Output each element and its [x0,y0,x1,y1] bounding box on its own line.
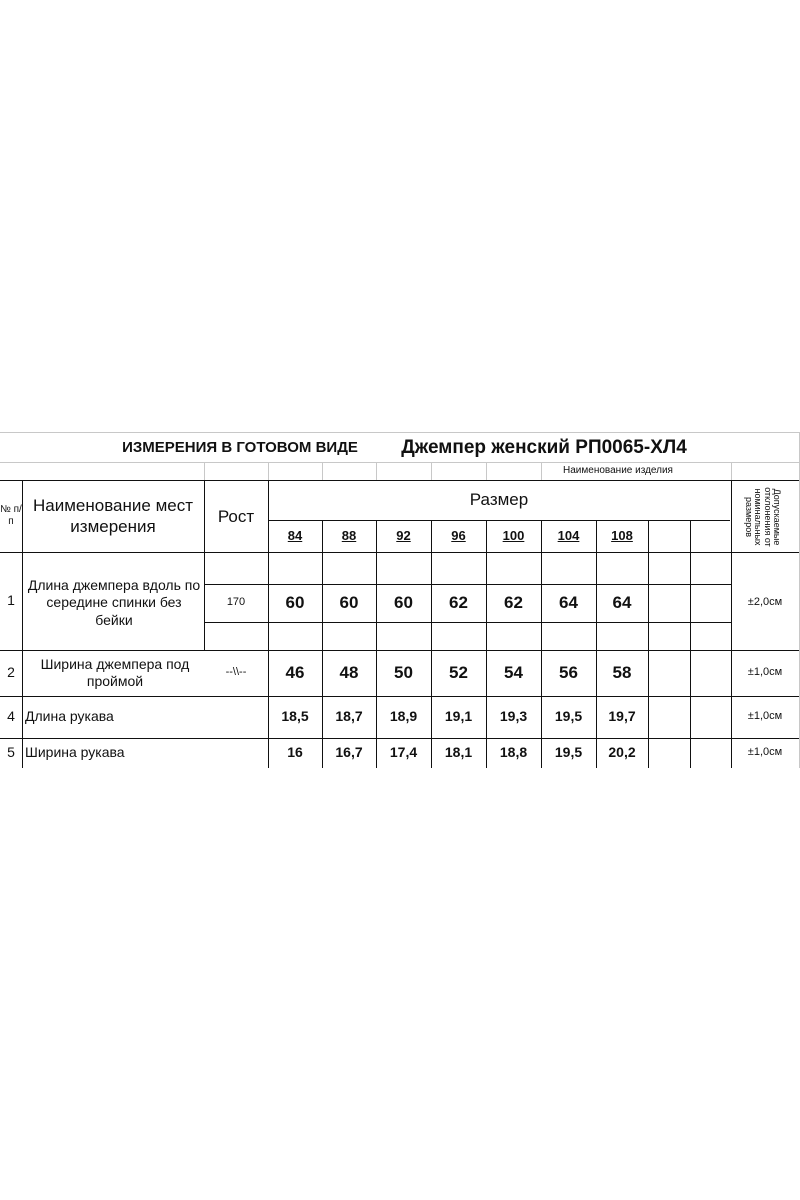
size-104: 104 [557,527,580,543]
value-cell: 18,7 [335,708,363,725]
value-cell: 19,1 [444,708,473,725]
product-title: Джемпер женский РП0065-ХЛ4 [401,437,687,459]
row-name: Длина рукава [25,708,114,725]
value-cell: 64 [559,593,578,613]
tolerance-cell: ±1,0см [747,710,783,723]
value-cell: 62 [449,593,468,613]
value-cell: 18,5 [281,708,309,725]
value-cell: 50 [394,663,413,683]
tolerance-cell: ±1,0см [747,746,783,759]
value-cell: 60 [285,593,305,613]
row-num: 1 [7,592,15,609]
value-cell: 18,8 [499,744,528,761]
value-cell: 52 [449,663,468,683]
value-cell: 18,9 [389,708,418,725]
size-100: 100 [502,527,525,543]
row-height: --\\-- [225,666,247,679]
tolerance-cell: ±2,0см [747,596,783,609]
value-cell: 18,1 [444,744,473,761]
row-num: 5 [7,744,15,761]
row-height: 170 [226,596,246,609]
size-88: 88 [341,527,357,543]
product-caption: Наименование изделия [563,464,673,476]
value-cell: 19,3 [499,708,528,725]
value-cell: 58 [612,663,632,683]
value-cell: 60 [339,593,359,613]
measurement-sheet [0,432,800,768]
header-num: № п/п [0,503,22,527]
row-name: Ширина джемпера под проймой [40,655,190,689]
value-cell: 19,7 [608,708,636,725]
value-cell: 16,7 [335,744,363,761]
value-cell: 20,2 [608,744,636,761]
row-num: 2 [7,664,15,681]
value-cell: 17,4 [389,744,418,761]
row-name: Ширина рукава [25,744,125,761]
value-cell: 16 [287,744,303,761]
value-cell: 19,5 [554,708,583,725]
value-cell: 56 [559,663,578,683]
row-height [204,696,268,738]
size-96: 96 [451,527,466,543]
value-cell: 46 [285,663,305,683]
row-num: 4 [7,708,15,725]
size-108: 108 [611,527,633,543]
sheet-title: ИЗМЕРЕНИЯ В ГОТОВОМ ВИДЕ [122,438,358,456]
header-name: Наименование мест измерения [33,495,193,536]
row-name: Длина джемпера вдоль по середине спинки без бейки [27,576,201,628]
row-height [204,738,268,768]
value-cell: 48 [339,663,359,683]
value-cell: 19,5 [554,744,583,761]
value-cell: 60 [394,593,413,613]
tolerance-cell: ±1,0см [747,666,783,679]
header-height: Рост [217,507,255,527]
value-cell: 64 [612,593,632,613]
size-92: 92 [396,527,411,543]
value-cell: 62 [504,593,523,613]
size-84: 84 [287,527,303,543]
header-size: Размер [469,490,529,510]
value-cell: 54 [504,663,523,683]
header-tolerance: Допускаемые отклонения от номинальных размеров [743,487,782,547]
